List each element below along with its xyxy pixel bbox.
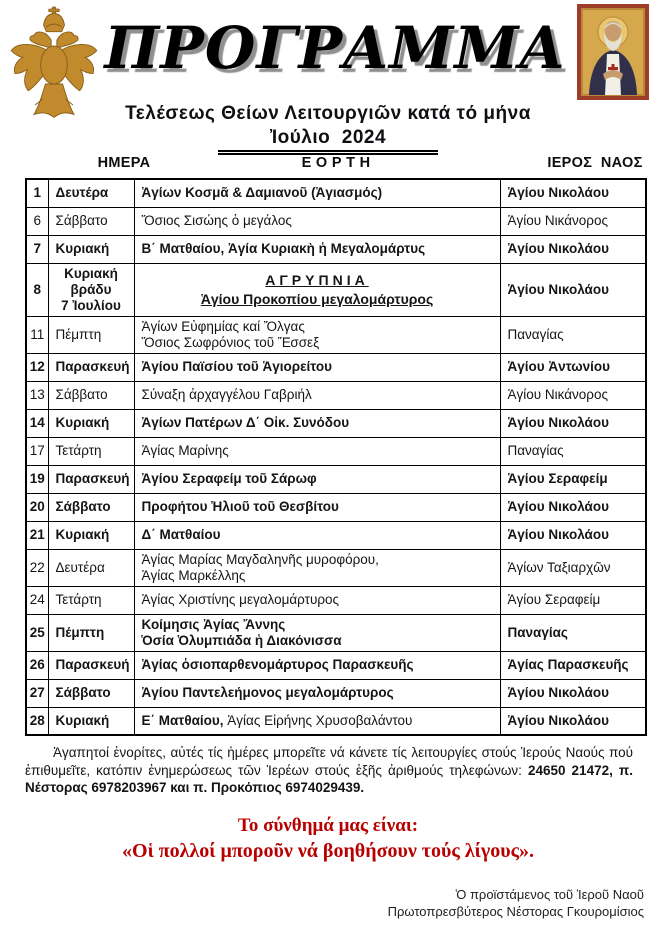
- day-number-cell: 13: [26, 381, 48, 409]
- table-row: [26, 353, 646, 381]
- motto: [0, 813, 656, 864]
- church-cell: Ἁγίου Νικολάου: [500, 235, 646, 263]
- day-number-cell: 25: [26, 614, 48, 651]
- table-row: [26, 679, 646, 707]
- table-row: [26, 409, 646, 437]
- feast-cell: Προφήτου Ἡλιοῦ τοῦ Θεσβίτου: [134, 493, 500, 521]
- weekday-cell: Κυριακή: [48, 409, 134, 437]
- weekday-cell: Κυριακή: [48, 707, 134, 735]
- day-number-cell: 8: [26, 263, 48, 316]
- feast-cell: Κοίμησις Ἁγίας Ἄννης Ὁσία Ὀλυμπιάδα ἡ Διακόνισσα: [134, 614, 500, 651]
- motto-line1: Το σύνθημά μας είναι:: [237, 815, 419, 836]
- table-row: [26, 549, 646, 586]
- day-number-cell: 24: [26, 586, 48, 614]
- table-row: [26, 465, 646, 493]
- column-header-feast: Ε Ο Ρ Τ Η: [301, 155, 371, 171]
- church-cell: Ἁγίου Νικάνορος: [500, 381, 646, 409]
- church-cell: Ἁγίου Σεραφείμ: [500, 586, 646, 614]
- weekday-cell: Σάββατο: [48, 207, 134, 235]
- day-number-cell: 6: [26, 207, 48, 235]
- weekday-cell: Δευτέρα: [48, 179, 134, 207]
- feast-cell: Β΄ Ματθαίου, Ἁγία Κυριακὴ ἡ Μεγαλομάρτυς: [134, 235, 500, 263]
- church-cell: Ἁγίου Νικολάου: [500, 179, 646, 207]
- table-row: [26, 614, 646, 651]
- church-cell: Ἁγίου Νικολάου: [500, 521, 646, 549]
- table-row: [26, 179, 646, 207]
- feast-cell: Δ΄ Ματθαίου: [134, 521, 500, 549]
- feast-cell: Ἁγίων Εὐφημίας καί Ὄλγας Ὅσιος Σωφρόνιος τοῦ Ἔσσεξ: [134, 316, 500, 353]
- day-number-cell: 11: [26, 316, 48, 353]
- notice-phone-numbers: 24650 21472, π. Νέστορας 6978203967 και π. Προκόπιος 6974029439.: [25, 762, 633, 795]
- church-cell: Παναγίας: [500, 316, 646, 353]
- day-number-cell: 1: [26, 179, 48, 207]
- day-number-cell: 17: [26, 437, 48, 465]
- weekday-cell: Τετάρτη: [48, 437, 134, 465]
- day-number-cell: 22: [26, 549, 48, 586]
- feast-cell: ΑΓΡΥΠΝΙΑ Ἁγίου Προκοπίου μεγαλομάρτυρος: [134, 263, 500, 316]
- day-number-cell: 14: [26, 409, 48, 437]
- table-row: [26, 437, 646, 465]
- church-cell: Ἁγίου Νικολάου: [500, 493, 646, 521]
- church-cell: Παναγίας: [500, 614, 646, 651]
- table-row: [26, 207, 646, 235]
- table-row: [26, 381, 646, 409]
- subtitle: Τελέσεως Θείων Λειτουργιῶν κατά τό μήνα: [125, 103, 531, 124]
- table-row: [26, 651, 646, 679]
- month-label: Ἰούλιο 2024: [218, 127, 438, 155]
- weekday-cell: Παρασκευή: [48, 353, 134, 381]
- motto-line2: «Οἱ πολλοί μποροῦν νά βοηθήσουν τούς λίγους».: [121, 840, 535, 862]
- weekday-cell: Κυριακή: [48, 521, 134, 549]
- weekday-cell: Κυριακή: [48, 235, 134, 263]
- table-column-headers: [25, 155, 645, 175]
- day-number-cell: 28: [26, 707, 48, 735]
- feast-cell: Ἁγίων Κοσμᾶ & Δαμιανοῦ (Ἁγιασμός): [134, 179, 500, 207]
- day-number-cell: 19: [26, 465, 48, 493]
- weekday-cell: Σάββατο: [48, 493, 134, 521]
- church-cell: Ἁγίου Νικολάου: [500, 707, 646, 735]
- feast-cell: Ἁγίων Πατέρων Δ΄ Οἰκ. Συνόδου: [134, 409, 500, 437]
- weekday-cell: Παρασκευή: [48, 651, 134, 679]
- table-row: [26, 707, 646, 735]
- feast-cell: Ἁγίας Μαρίνης: [134, 437, 500, 465]
- table-row: [26, 235, 646, 263]
- weekday-cell: Πέμπτη: [48, 614, 134, 651]
- day-number-cell: 12: [26, 353, 48, 381]
- church-cell: Ἁγίου Νικάνορος: [500, 207, 646, 235]
- liturgy-table-body: [26, 179, 646, 735]
- table-row: [26, 316, 646, 353]
- church-cell: Ἁγίου Ἀντωνίου: [500, 353, 646, 381]
- church-cell: Ἁγίου Σεραφείμ: [500, 465, 646, 493]
- signature-name: Πρωτοπρεσβύτερος Νέστορας Γκουρομίσιος: [387, 904, 644, 919]
- feast-cell: Ἁγίας Μαρίας Μαγδαληνῆς μυροφόρου, Ἁγίας Μαρκέλλης: [134, 549, 500, 586]
- saint-icon: [577, 4, 649, 100]
- notice-paragraph: [25, 744, 633, 797]
- day-number-cell: 21: [26, 521, 48, 549]
- weekday-cell: Σάββατο: [48, 381, 134, 409]
- weekday-cell: Παρασκευή: [48, 465, 134, 493]
- feast-cell: Ἁγίας ὁσιοπαρθενομάρτυρος Παρασκευῆς: [134, 651, 500, 679]
- weekday-cell: Σάββατο: [48, 679, 134, 707]
- page-title: ΠΡΟΓΡΑΜΜΑ: [104, 14, 566, 82]
- column-header-day: ΗΜΕΡΑ: [97, 155, 151, 171]
- church-cell: Παναγίας: [500, 437, 646, 465]
- church-cell: Ἁγίου Νικολάου: [500, 679, 646, 707]
- day-number-cell: 20: [26, 493, 48, 521]
- feast-cell: Ἁγίας Χριστίνης μεγαλομάρτυρος: [134, 586, 500, 614]
- weekday-cell: Τετάρτη: [48, 586, 134, 614]
- day-number-cell: 26: [26, 651, 48, 679]
- church-cell: Ἁγίου Νικολάου: [500, 409, 646, 437]
- table-row: [26, 263, 646, 316]
- column-header-church: ΙΕΡΟΣ ΝΑΟΣ: [547, 155, 643, 171]
- month-heading: [0, 127, 656, 155]
- feast-cell: Ὅσιος Σισώης ὁ μεγάλος: [134, 207, 500, 235]
- signature-title: Ὁ προϊστάμενος τοῦ Ἱεροῦ Ναοῦ: [455, 887, 644, 902]
- feast-cell: Ἁγίου Σεραφείμ τοῦ Σάρωφ: [134, 465, 500, 493]
- day-number-cell: 27: [26, 679, 48, 707]
- feast-cell: Ἁγίου Παντελεήμονος μεγαλομάρτυρος: [134, 679, 500, 707]
- weekday-cell: Κυριακή βράδυ 7 Ἰουλίου: [48, 263, 134, 316]
- liturgy-table: [25, 178, 647, 736]
- church-cell: Ἁγίας Παρασκευῆς: [500, 651, 646, 679]
- notice-text: Ἀγαπητοί ἐνορίτες, αὐτές τίς ἡμέρες μπορεῖτε νά κάνετε τίς λειτουργίες στούς Ἱερούς Ναούς πού ἐπιθυμεῖτε, κατόπιν ἐνημερώσεως τῶν Ἱερέων στούς ἑξῆς ἀριθμούς τηλεφώνων:: [25, 745, 633, 778]
- weekday-cell: Πέμπτη: [48, 316, 134, 353]
- feast-cell: Ἁγίου Παϊσίου τοῦ Ἁγιορείτου: [134, 353, 500, 381]
- church-cell: Ἁγίων Ταξιαρχῶν: [500, 549, 646, 586]
- feast-cell: Ε΄ Ματθαίου, Ἁγίας Εἰρήνης Χρυσοβαλάντου: [134, 707, 500, 735]
- day-number-cell: 7: [26, 235, 48, 263]
- table-row: [26, 493, 646, 521]
- church-cell: Ἁγίου Νικολάου: [500, 263, 646, 316]
- signature: [388, 886, 644, 920]
- table-row: [26, 586, 646, 614]
- table-row: [26, 521, 646, 549]
- weekday-cell: Δευτέρα: [48, 549, 134, 586]
- feast-cell: Σύναξη ἀρχαγγέλου Γαβριήλ: [134, 381, 500, 409]
